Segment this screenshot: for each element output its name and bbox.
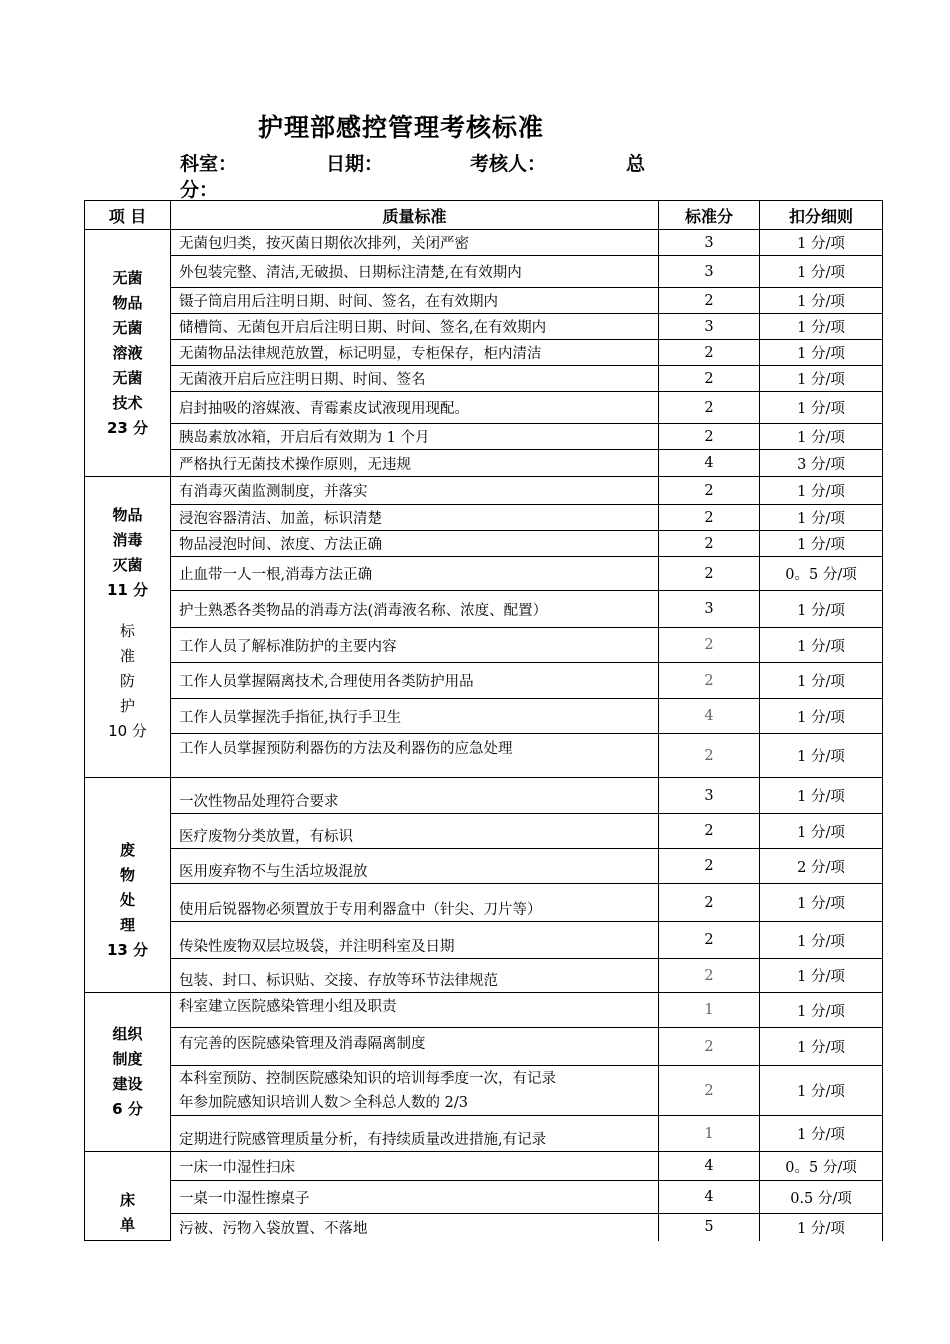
page-title: 护理部感控管理考核标准 xyxy=(258,113,545,142)
standard-cell xyxy=(171,1066,659,1116)
deduct-cell: 2 分/项 xyxy=(760,849,883,884)
table-row xyxy=(85,230,883,256)
category-disinfection: 物品 消毒 灭菌 11 分 xyxy=(106,506,149,599)
standard-cell: 无菌物品法律规范放置，标记明显，专柜保存，柜内清洁 xyxy=(171,340,659,366)
header-deduct: 扣分细则 xyxy=(760,201,883,230)
standard-cell: 工作人员了解标准防护的主要内容 xyxy=(171,628,659,663)
score-cell: 2 xyxy=(659,366,760,392)
table-row xyxy=(85,366,883,392)
standard-cell: 启封抽吸的溶媒液、青霉素皮试液现用现配。 xyxy=(171,392,659,424)
standard-cell: 科室建立医院感染管理小组及职责 xyxy=(171,993,659,1028)
standard-line-2: 年参加院感知识培训人数＞全科总人数的 2/3 xyxy=(179,1094,468,1111)
table-row xyxy=(85,884,883,922)
category-aseptic: 无菌 物品 无菌 溶液 无菌 技术 23 分 xyxy=(85,230,171,477)
deduct-cell: 1 分/项 xyxy=(760,314,883,340)
table-row xyxy=(85,288,883,314)
deduct-cell: 1 分/项 xyxy=(760,628,883,663)
table-row xyxy=(85,778,883,814)
table-row xyxy=(85,734,883,778)
table-row xyxy=(85,628,883,663)
standard-cell: 医用废弃物不与生活垃圾混放 xyxy=(171,849,659,884)
table-row xyxy=(85,1214,883,1241)
standard-cell: 止血带一人一根,消毒方法正确 xyxy=(171,557,659,591)
standard-cell: 镊子筒启用后注明日期、时间、签名，在有效期内 xyxy=(171,288,659,314)
deduct-cell: 1 分/项 xyxy=(760,1028,883,1066)
score-cell: 4 xyxy=(659,699,760,734)
deduct-cell: 1 分/项 xyxy=(760,340,883,366)
category-protection: 标 准 防 护 10 分 xyxy=(108,622,147,740)
date-label: 日期： xyxy=(326,153,384,175)
table-row xyxy=(85,959,883,993)
score-cell: 2 xyxy=(659,734,760,778)
deduct-cell: 1 分/项 xyxy=(760,699,883,734)
deduct-cell: 1 分/项 xyxy=(760,884,883,922)
category-disinfection-protection xyxy=(85,477,171,778)
deduct-cell: 1 分/项 xyxy=(760,505,883,531)
score-cell: 2 xyxy=(659,1028,760,1066)
deduct-cell: 1 分/项 xyxy=(760,778,883,814)
score-cell: 3 xyxy=(659,256,760,288)
deduct-cell: 1 分/项 xyxy=(760,424,883,450)
table-row xyxy=(85,1116,883,1152)
table-row xyxy=(85,1028,883,1066)
standard-cell: 有消毒灭菌监测制度，并落实 xyxy=(171,477,659,505)
table-row xyxy=(85,256,883,288)
table-row xyxy=(85,1152,883,1181)
score-cell: 2 xyxy=(659,922,760,959)
score-cell: 2 xyxy=(659,531,760,557)
score-cell: 3 xyxy=(659,778,760,814)
score-cell: 5 xyxy=(659,1214,760,1241)
standard-cell: 一床一巾湿性扫床 xyxy=(171,1152,659,1181)
table-row xyxy=(85,505,883,531)
deduct-cell: 1 分/项 xyxy=(760,959,883,993)
standard-cell: 护士熟悉各类物品的消毒方法(消毒液名称、浓度、配置） xyxy=(171,591,659,628)
category-bedding: 床 单 xyxy=(85,1152,171,1241)
score-cell: 2 xyxy=(659,288,760,314)
table-row xyxy=(85,314,883,340)
assessment-table xyxy=(84,200,883,1241)
deduct-cell: 0。5 分/项 xyxy=(760,1152,883,1181)
deduct-cell: 0.5 分/项 xyxy=(760,1181,883,1214)
standard-cell: 工作人员掌握预防利器伤的方法及利器伤的应急处理 xyxy=(171,734,659,778)
score-cell: 2 xyxy=(659,663,760,699)
standard-cell: 物品浸泡时间、浓度、方法正确 xyxy=(171,531,659,557)
header-score: 标准分 xyxy=(659,201,760,230)
deduct-cell: 1 分/项 xyxy=(760,1214,883,1241)
standard-cell: 工作人员掌握隔离技术,合理使用各类防护用品 xyxy=(171,663,659,699)
deduct-cell: 1 分/项 xyxy=(760,663,883,699)
table-row xyxy=(85,591,883,628)
score-cell: 2 xyxy=(659,628,760,663)
deduct-cell: 1 分/项 xyxy=(760,256,883,288)
score-cell: 2 xyxy=(659,557,760,591)
score-cell: 3 xyxy=(659,314,760,340)
score-cell: 2 xyxy=(659,477,760,505)
deduct-cell: 1 分/项 xyxy=(760,531,883,557)
standard-cell: 医疗废物分类放置，有标识 xyxy=(171,814,659,849)
deduct-cell: 1 分/项 xyxy=(760,392,883,424)
table-row xyxy=(85,392,883,424)
category-waste: 废 物 处 理 13 分 xyxy=(85,778,171,993)
score-cell: 2 xyxy=(659,424,760,450)
header-item: 项 目 xyxy=(85,201,171,230)
table-row xyxy=(85,1181,883,1214)
total-label-a: 总 xyxy=(626,153,646,175)
deduct-cell: 1 分/项 xyxy=(760,922,883,959)
score-cell: 2 xyxy=(659,849,760,884)
table-row xyxy=(85,849,883,884)
score-cell: 4 xyxy=(659,1181,760,1214)
deduct-cell: 1 分/项 xyxy=(760,993,883,1028)
deduct-cell: 1 分/项 xyxy=(760,1066,883,1116)
standard-cell: 有完善的医院感染管理及消毒隔离制度 xyxy=(171,1028,659,1066)
table-row xyxy=(85,424,883,450)
standard-cell: 污被、污物入袋放置、不落地 xyxy=(171,1214,659,1241)
header-row xyxy=(85,201,883,230)
standard-cell: 储槽筒、无菌包开启后注明日期、时间、签名,在有效期内 xyxy=(171,314,659,340)
table-row xyxy=(85,1066,883,1116)
table-row xyxy=(85,699,883,734)
table-row xyxy=(85,340,883,366)
deduct-cell: 1 分/项 xyxy=(760,477,883,505)
deduct-cell: 1 分/项 xyxy=(760,366,883,392)
score-cell: 2 xyxy=(659,505,760,531)
standard-cell: 使用后锐器物必须置放于专用利器盒中（针尖、刀片等） xyxy=(171,884,659,922)
table-row xyxy=(85,557,883,591)
score-cell: 2 xyxy=(659,340,760,366)
table-row xyxy=(85,814,883,849)
score-cell: 1 xyxy=(659,993,760,1028)
standard-cell: 工作人员掌握洗手指征,执行手卫生 xyxy=(171,699,659,734)
standard-line-1: 本科室预防、控制医院感染知识的培训每季度一次，有记录 xyxy=(179,1070,556,1087)
standard-cell: 胰岛素放冰箱，开启后有效期为 1 个月 xyxy=(171,424,659,450)
standard-cell: 浸泡容器清洁、加盖，标识清楚 xyxy=(171,505,659,531)
standard-cell: 传染性废物双层垃圾袋，并注明科室及日期 xyxy=(171,922,659,959)
score-cell: 4 xyxy=(659,450,760,477)
standard-cell: 无菌液开启后应注明日期、时间、签名 xyxy=(171,366,659,392)
table-row xyxy=(85,477,883,505)
score-cell: 2 xyxy=(659,392,760,424)
dept-label: 科室： xyxy=(180,153,238,175)
table-row xyxy=(85,993,883,1028)
deduct-cell: 1 分/项 xyxy=(760,591,883,628)
table-row xyxy=(85,450,883,477)
standard-cell: 无菌包归类，按灭菌日期依次排列，关闭严密 xyxy=(171,230,659,256)
table-row xyxy=(85,922,883,959)
standard-cell: 一次性物品处理符合要求 xyxy=(171,778,659,814)
score-cell: 2 xyxy=(659,814,760,849)
deduct-cell: 1 分/项 xyxy=(760,734,883,778)
deduct-cell: 1 分/项 xyxy=(760,230,883,256)
score-cell: 3 xyxy=(659,230,760,256)
assessor-label: 考核人： xyxy=(470,153,547,175)
deduct-cell: 1 分/项 xyxy=(760,288,883,314)
score-cell: 2 xyxy=(659,884,760,922)
total-label-b: 分： xyxy=(180,179,219,201)
standard-cell: 严格执行无菌技术操作原则，无违规 xyxy=(171,450,659,477)
deduct-cell: 1 分/项 xyxy=(760,1116,883,1152)
deduct-cell: 0。5 分/项 xyxy=(760,557,883,591)
standard-cell: 定期进行院感管理质量分析，有持续质量改进措施,有记录 xyxy=(171,1116,659,1152)
score-cell: 3 xyxy=(659,591,760,628)
deduct-cell: 1 分/项 xyxy=(760,814,883,849)
standard-cell: 外包装完整、清洁,无破损、日期标注清楚,在有效期内 xyxy=(171,256,659,288)
category-organization: 组织 制度 建设 6 分 xyxy=(85,993,171,1152)
score-cell: 1 xyxy=(659,1116,760,1152)
score-cell: 2 xyxy=(659,959,760,993)
score-cell: 4 xyxy=(659,1152,760,1181)
score-cell: 2 xyxy=(659,1066,760,1116)
table-row xyxy=(85,531,883,557)
standard-cell: 包装、封口、标识贴、交接、存放等环节法律规范 xyxy=(171,959,659,993)
header-standard: 质量标准 xyxy=(171,201,659,230)
deduct-cell: 3 分/项 xyxy=(760,450,883,477)
standard-cell: 一桌一巾湿性擦桌子 xyxy=(171,1181,659,1214)
table-row xyxy=(85,663,883,699)
